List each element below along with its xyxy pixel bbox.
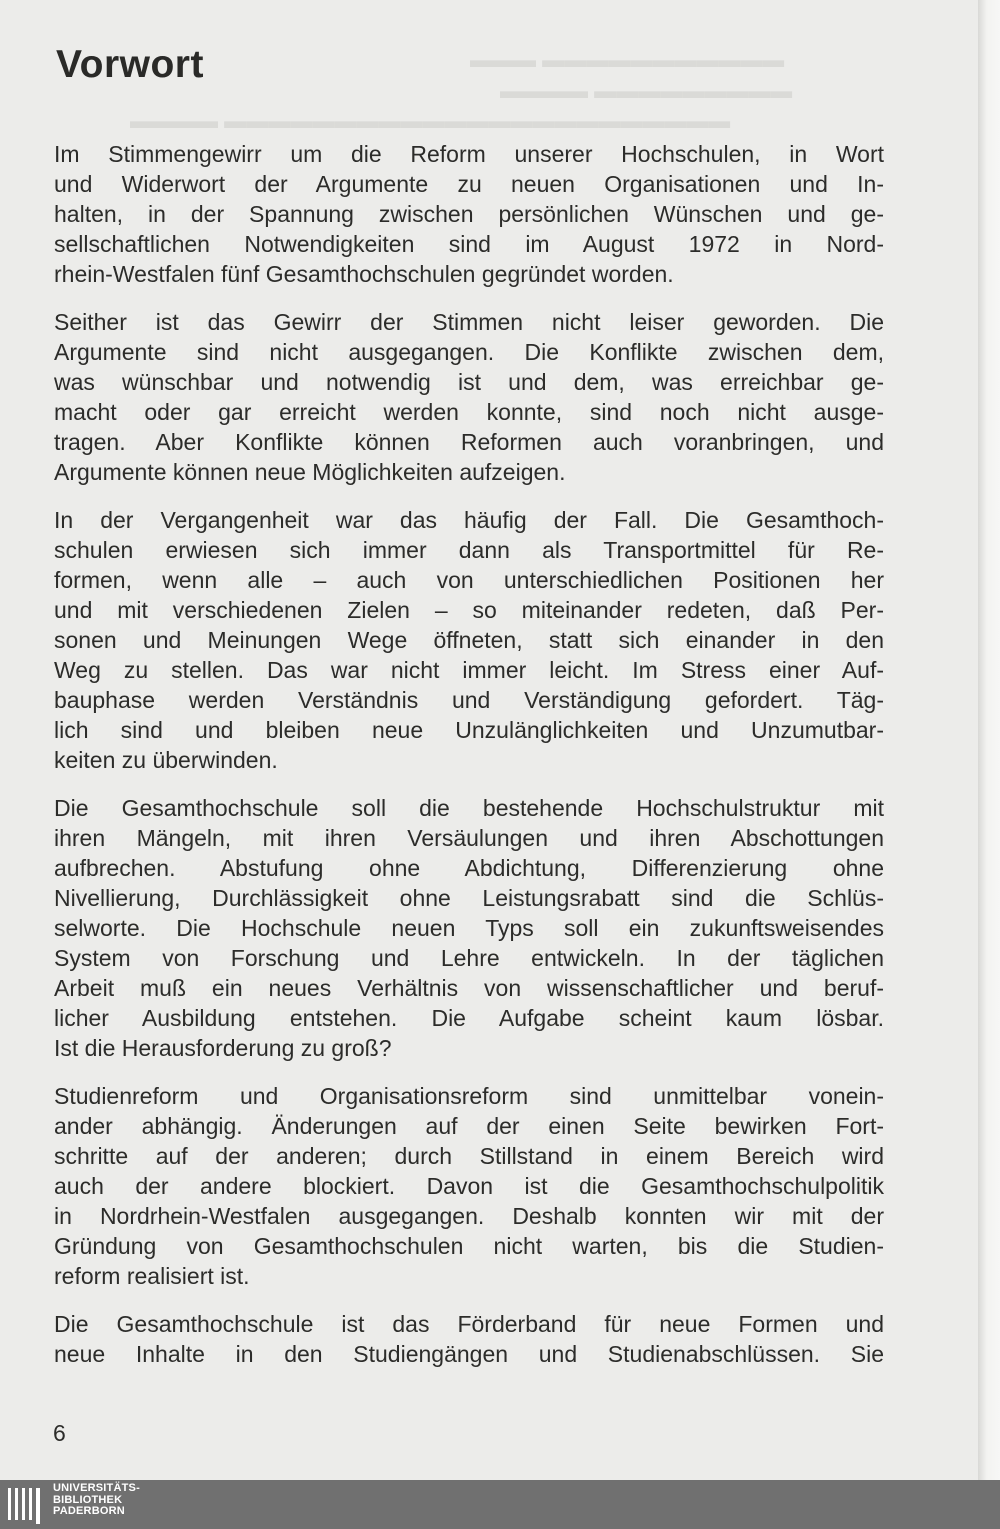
library-logo-line: PADERBORN [53, 1505, 125, 1517]
text-line: Arbeit muß ein neues Verhältnis von wissenschaftlicher und beruf- [54, 975, 884, 1001]
text-line: In der Vergangenheit war das häufig der Fall. Die Gesamthoch- [54, 507, 884, 533]
text-line: Nivellierung, Durchlässigkeit ohne Leistungsrabatt sind die Schlüs- [54, 885, 884, 911]
text-line: sellschaftlichen Notwendigkeiten sind im August 1972 in Nord- [54, 231, 884, 257]
text-line: tragen. Aber Konflikte können Reformen auch voranbringen, und [54, 429, 884, 455]
text-line: formen, wenn alle – auch von unterschiedlichen Positionen her [54, 567, 884, 593]
text-line: Die Gesamthochschule soll die bestehende Hochschulstruktur mit [54, 795, 884, 821]
text-line: sonen und Meinungen Wege öffneten, statt sich einander in den [54, 627, 884, 653]
page-edge [978, 0, 1000, 1480]
text-line: und Widerwort der Argumente zu neuen Organisationen und In- [54, 171, 884, 197]
text-line: Im Stimmengewirr um die Reform unserer Hochschulen, in Wort [54, 141, 884, 167]
paragraph [54, 307, 884, 487]
paragraph [54, 139, 884, 289]
text-line: keiten zu überwinden. [54, 747, 278, 773]
text-line: reform realisiert ist. [54, 1263, 250, 1289]
text-line: Gründung von Gesamthochschulen nicht warten, bis die Studien- [54, 1233, 884, 1259]
text-line: Seither ist das Gewirr der Stimmen nicht leiser geworden. Die [54, 309, 884, 335]
library-logo-text [53, 1483, 140, 1518]
text-line: neue Inhalte in den Studiengängen und Studienabschlüssen. Sie [54, 1341, 884, 1367]
text-line: lich sind und bleiben neue Unzulänglichkeiten und Unzumutbar- [54, 717, 884, 743]
library-logo-icon [6, 1484, 46, 1524]
library-logo-line: BIBLIOTHEK [53, 1493, 123, 1506]
text-line: halten, in der Spannung zwischen persönlichen Wünschen und ge- [54, 201, 884, 227]
text-line: Die Gesamthochschule ist das Förderband für neue Formen und [54, 1311, 884, 1337]
text-line: und mit verschiedenen Zielen – so miteinander redeten, daß Per- [54, 597, 884, 623]
text-line: licher Ausbildung entstehen. Die Aufgabe scheint kaum lösbar. [54, 1005, 884, 1031]
text-line: ander abhängig. Änderungen auf der einen Seite bewirken Fort- [54, 1113, 884, 1139]
text-line: was wünschbar und notwendig ist und dem, was erreichbar ge- [54, 369, 884, 395]
text-line: schritte auf der anderen; durch Stillstand in einem Bereich wird [54, 1143, 884, 1169]
text-line: bauphase werden Verständnis und Verständigung gefordert. Täg- [54, 687, 884, 713]
library-footer [0, 1480, 1000, 1529]
text-line: schulen erwiesen sich immer dann als Transportmittel für Re- [54, 537, 884, 563]
text-line: auch der andere blockiert. Davon ist die Gesamthochschulpolitik [54, 1173, 884, 1199]
paragraph [54, 1081, 884, 1291]
text-line: in Nordrhein-Westfalen ausgegangen. Deshalb konnten wir mit der [54, 1203, 884, 1229]
text-line: ihren Mängeln, mit ihren Versäulungen und ihren Abschottungen [54, 825, 884, 851]
text-line: aufbrechen. Abstufung ohne Abdichtung, Differenzierung ohne [54, 855, 884, 881]
show-through-shadow: ▬▬▬▬▬▬▬▬▬ ▬▬▬▬ [500, 78, 793, 103]
text-line: System von Forschung und Lehre entwickeln. In der täglichen [54, 945, 884, 971]
text-line: rhein-Westfalen fünf Gesamthochschulen gegründet worden. [54, 261, 674, 287]
text-line: selworte. Die Hochschule neuen Typs soll ein zukunftsweisendes [54, 915, 884, 941]
text-line: Weg zu stellen. Das war nicht immer leicht. Im Stress einer Auf- [54, 657, 884, 683]
page-title: Vorwort [56, 43, 204, 86]
text-line: macht oder gar erreicht werden konnte, sind noch nicht ausge- [54, 399, 884, 425]
body-text [54, 139, 884, 1387]
show-through-shadow: ▬▬▬▬▬▬▬▬▬▬▬ ▬▬▬ [470, 47, 785, 72]
paragraph [54, 1309, 884, 1369]
text-line: Studienreform und Organisationsreform sind unmittelbar vonein- [54, 1083, 884, 1109]
text-line: Argumente können neue Möglichkeiten aufzeigen. [54, 459, 566, 485]
show-through-shadow: ▬▬▬▬▬▬▬▬▬▬▬▬▬▬▬▬▬▬▬▬▬▬▬ ▬▬▬▬ [130, 108, 731, 133]
paragraph [54, 505, 884, 775]
library-logo-line: UNIVERSITÄTS- [53, 1482, 140, 1494]
text-line: Argumente sind nicht ausgegangen. Die Konflikte zwischen dem, [54, 339, 884, 365]
paragraph [54, 793, 884, 1063]
page-number: 6 [53, 1420, 66, 1446]
text-line: Ist die Herausforderung zu groß? [54, 1035, 392, 1061]
